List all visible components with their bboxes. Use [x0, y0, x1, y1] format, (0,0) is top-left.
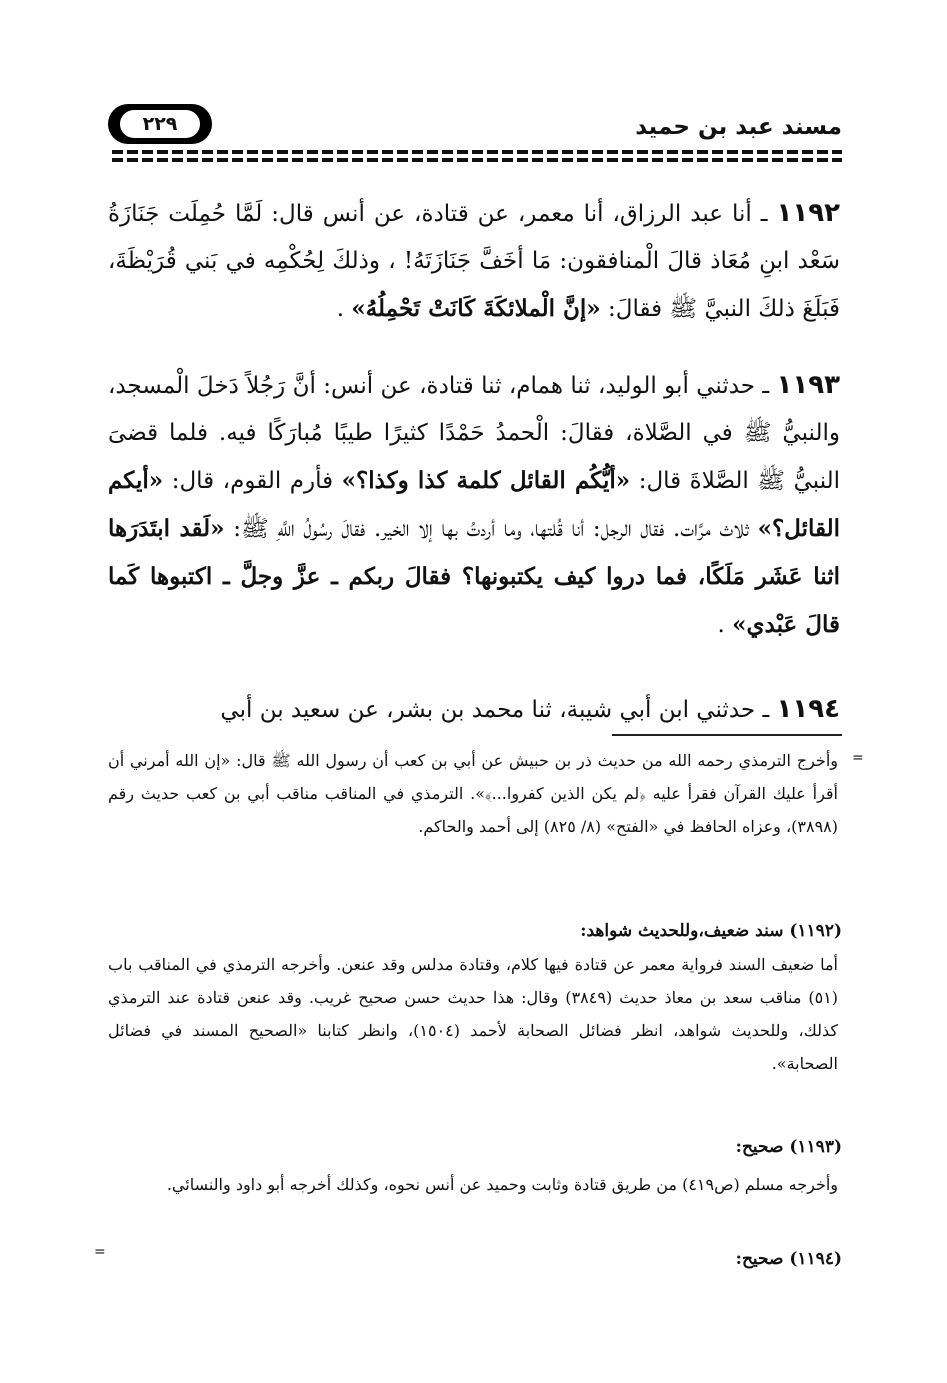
hadith-quote: «لَقد ابتَدَرَها اثنا عَشَر مَلَكًا، فما دروا كيف يكتبونها؟ فقالَ ربكم ـ عزَّ وجلَّ ـ اكتبوها كَما قالَ عَبْدي» — [108, 515, 840, 638]
hadith-quote: «إنَّ الْملائكَةَ كَانَتْ تَحْمِلُهُ» — [351, 295, 601, 322]
hadith-number: ١١٩٣ — [776, 370, 840, 400]
hadith-dash: ـ — [760, 201, 768, 227]
continuation-mark: = — [94, 1244, 106, 1260]
footnote-body-1193: وأخرجه مسلم (ص٤١٩) من طريق قتادة وثابت وحميد عن أنس نحوه، وكذلك أخرجه أبو داود والنسائي. — [166, 1175, 838, 1194]
footnote-heading-1193: (١١٩٣) صحيح: — [735, 1137, 842, 1157]
hadith-1194 — [108, 686, 840, 734]
hadith-text: ثلاث مرَّات. فقال الرجل: أنا قُلتها، وما أردتُ بها إلا الخير. فقالَ رسُولُ اللَّهِ ﷺ: — [233, 516, 749, 542]
hadith-dash: ـ — [762, 697, 770, 723]
hadith-end: . — [336, 296, 345, 322]
hadith-text: حدثني أبو الوليد، ثنا همام، ثنا قتادة، عن أنس: أنَّ رَجُلاً دَخلَ الْمسجد، والنبيُّ ﷺ في الصَّلاة، فقالَ: الْحمدُ حَمْدًا كثيرًا طيبًا مُبارَكًا فيه. فلما قضىَ النبيُّ ﷺ الصَّلاةَ قال: — [108, 373, 841, 494]
page-header — [106, 104, 842, 150]
hadith-number: ١١٩٤ — [776, 694, 840, 724]
footnote-continued: وأخرج الترمذي رحمه الله من حديث ذر بن حبيش عن أبي بن كعب أن رسول الله ﷺ قال: «إن الله أمرني أن أقرأ عليك القرآن فقرأ عليه ﴿لم يكن الذين كفروا...﴾». الترمذي في المناقب مناقب أبي بن كعب حديث رقم (٣٨٩٨)، وعزاه الحافظ في «الفتح» (٨/ ٨٢٥) إلى أحمد والحاكم. — [108, 751, 839, 836]
hadith-text: فأرم القوم، قال: — [171, 468, 334, 494]
hadith-1193 — [108, 362, 840, 649]
hadith-1192 — [108, 190, 840, 333]
footnote-heading-1192: (١١٩٢) سند ضعيف،وللحديث شواهد: — [580, 921, 842, 941]
hadith-dash: ـ — [762, 373, 770, 399]
hadith-text: أنا عبد الرزاق، أنا معمر، عن قتادة، عن أنس قال: لَمَّا حُمِلَت جَنَازَةُ سَعْد ابنِ مُعَاذ قالَ الْمنافقون: مَا أخَفَّ جَنَازَتَهُ! ، وذلكَ لِحُكْمِه في بَني قُرَيْظَةَ، فَبَلَغَ ذلكَ النبيَّ ﷺ فقالَ: — [108, 201, 840, 322]
book-title: مسند عبد بن حميد — [635, 114, 842, 140]
footnote-heading-1194: (١١٩٤) صحيح: — [735, 1249, 842, 1269]
page-number-badge — [108, 104, 212, 144]
continuation-mark: = — [852, 750, 864, 766]
hadith-end: . — [717, 612, 725, 638]
page-number: ٢٢٩ — [120, 110, 200, 138]
footnote-separator — [612, 734, 842, 736]
header-rule-bottom — [112, 158, 842, 162]
footnote-body-1192: أما ضعيف السند فرواية معمر عن قتادة فيها كلام، وقتادة مدلس وقد عنعن. وأخرجه الترمذي في المناقب باب (٥١) مناقب سعد بن معاذ حديث (٣٨٤٩) وقال: هذا حديث حسن صحيح غريب. وقد عنعن قتادة عند الترمذي كذلك، وللحديث شواهد، انظر فضائل الصحابة لأحمد (١٥٠٤)، وانظر كتابنا «الصحيح المسند في فضائل الصحابة». — [108, 955, 839, 1073]
hadith-quote: «أيُّكُم القائل كلمة كذا وكذا؟» — [341, 467, 631, 494]
hadith-quote: «أيكم القائل؟» — [108, 467, 841, 542]
hadith-number: ١١٩٢ — [776, 198, 841, 228]
hadith-text: حدثني ابن أبي شيبة، ثنا محمد بن بشر، عن سعيد بن أبي — [220, 697, 756, 723]
header-rule-top — [112, 150, 842, 154]
